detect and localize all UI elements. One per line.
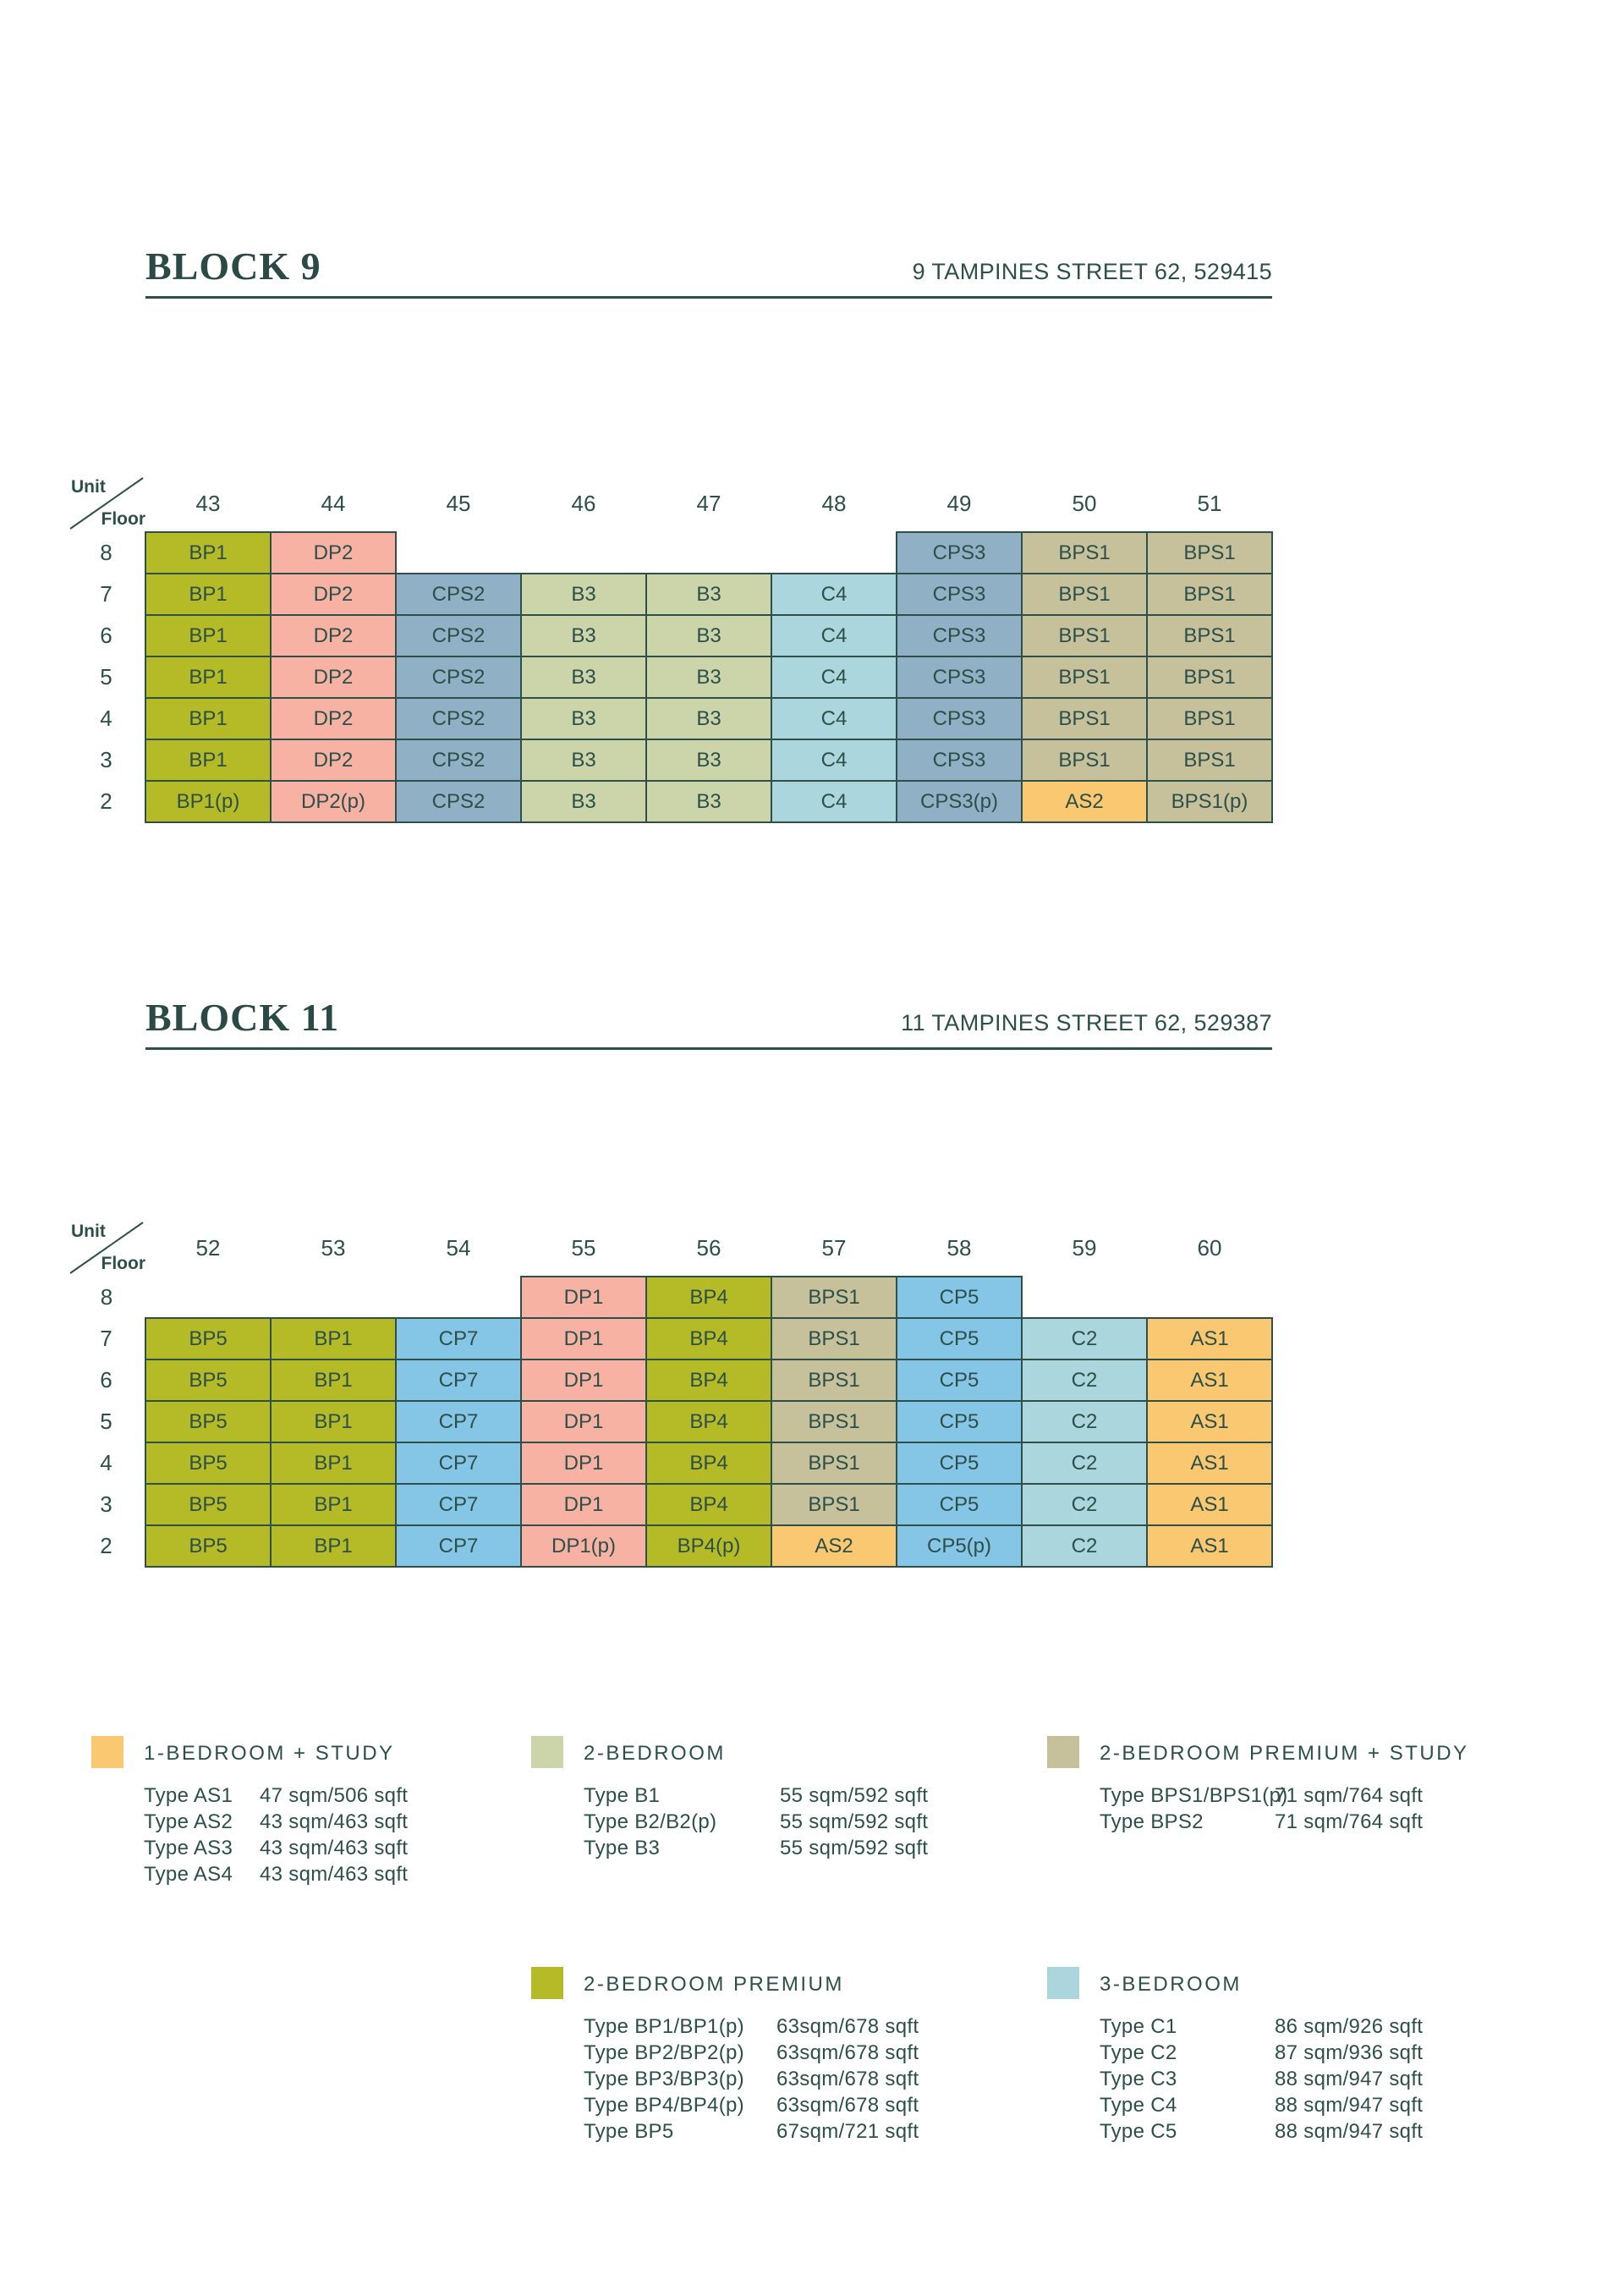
empty-cell [521,532,646,574]
unit-number: 46 [571,491,596,516]
legend-type-size: 63sqm/678 sqft [776,2068,919,2090]
unit-cell: DP2 [271,615,396,656]
unit-cell: BPS1 [1147,698,1272,739]
unit-cell: BP4 [646,1442,771,1484]
unit-cell: C4 [771,698,897,739]
empty-cell [396,532,521,574]
legend-group [1047,1967,1423,2145]
unit-cell: BP1 [271,1442,396,1484]
corner-label [68,1220,145,1276]
unit-cell: BP1 [145,698,271,739]
legend-type-label: Type B2/B2(p) [584,1810,717,1833]
unit-cell: CPS3 [897,739,1022,781]
floor-label: 5 [100,1409,112,1434]
unit-number: 51 [1197,490,1222,516]
corner-unit-label: Unit [71,1222,106,1241]
block-11-unit-chart [68,1220,1273,1568]
floor-row [68,1401,1272,1442]
unit-cell: BP5 [145,1318,271,1359]
unit-cell: BPS1 [1022,532,1147,574]
unit-cell: BP1 [271,1525,396,1567]
floor-row [68,532,1272,574]
legend-type-size: 71 sqm/764 sqft [1275,1784,1424,1807]
unit-cell: BP4 [646,1484,771,1525]
empty-cell [1147,1277,1272,1318]
unit-cell: CP7 [396,1401,521,1442]
unit-cell: BPS1 [1147,532,1272,574]
unit-cell: BP5 [145,1525,271,1567]
unit-cell: CPS3 [897,532,1022,574]
legend-row [584,2092,919,2118]
unit-number: 52 [195,1235,221,1261]
legend-type-label: Type BPS2 [1100,1810,1204,1833]
legend-row [584,2013,919,2040]
unit-floor-corner [68,1220,145,1277]
unit-cell: BPS1 [1022,574,1147,615]
unit-cell: C2 [1022,1401,1147,1442]
legend-type-size: 71 sqm/764 sqft [1275,1810,1424,1833]
unit-cell: BPS1 [1147,574,1272,615]
empty-cell [271,1277,396,1318]
unit-cell: BPS1 [771,1442,897,1484]
legend-rows [144,1782,408,1887]
legend-swatch [91,1736,123,1768]
unit-cell: BPS1 [1147,739,1272,781]
legend-type-label: Type AS1 [144,1784,233,1807]
unit-cell: BP4 [646,1359,771,1401]
unit-table [68,475,1273,823]
unit-table [68,1220,1273,1568]
unit-cell: BPS1 [1022,739,1147,781]
legend-row [584,1835,928,1861]
legend-row [1100,2040,1423,2066]
unit-cell: DP2 [271,739,396,781]
legend-type-size: 88 sqm/947 sqft [1275,2094,1424,2117]
floor-label: 3 [100,1491,112,1517]
unit-cell: CPS3 [897,656,1022,698]
floor-label: 6 [100,623,112,648]
floor-label: 5 [100,664,112,689]
legend-type-size: 88 sqm/947 sqft [1275,2068,1424,2090]
legend-type-label: Type C4 [1100,2094,1177,2117]
floor-row [68,698,1272,739]
unit-cell: AS1 [1147,1359,1272,1401]
unit-cell: DP2 [271,574,396,615]
unit-cell: BP4(p) [646,1525,771,1567]
unit-cell: C4 [771,739,897,781]
floor-label: 2 [100,788,112,814]
unit-cell: B3 [521,739,646,781]
legend-row [144,1809,408,1835]
unit-cell: C2 [1022,1442,1147,1484]
legend-row [1100,2092,1423,2118]
unit-number: 56 [696,1234,721,1261]
legend-row [144,1835,408,1861]
unit-cell: DP1(p) [521,1525,646,1567]
unit-cell: DP2 [271,656,396,698]
unit-cell: B3 [646,615,771,656]
block-11-header [145,995,1272,1040]
unit-cell: DP1 [521,1277,646,1318]
unit-cell: BPS1 [771,1401,897,1442]
legend-type-label: Type BP3/BP3(p) [584,2068,744,2090]
legend-type-size: 43 sqm/463 sqft [260,1810,409,1833]
block-9-unit-chart [68,475,1273,823]
unit-cell: CP5 [897,1401,1022,1442]
unit-cell: BP5 [145,1359,271,1401]
floor-label: 3 [100,747,112,772]
legend-type-size: 88 sqm/947 sqft [1275,2120,1424,2143]
legend-row [584,1809,928,1835]
floor-label: 6 [100,1367,112,1392]
header-divider [145,1047,1272,1050]
unit-cell: BP1 [145,739,271,781]
unit-cell: BPS1 [771,1359,897,1401]
empty-cell [771,532,897,574]
unit-cell: BPS1 [1022,615,1147,656]
legend-body [584,1736,928,1861]
floor-row [68,1442,1272,1484]
legend-type-label: Type BP4/BP4(p) [584,2094,744,2117]
floor-row [68,1359,1272,1401]
unit-cell: CP5 [897,1484,1022,1525]
legend-type-label: Type BP1/BP1(p) [584,2015,744,2038]
legend-type-label: Type C2 [1100,2041,1177,2064]
corner-floor-label: Floor [101,509,145,529]
unit-cell: DP2 [271,698,396,739]
unit-cell: AS1 [1147,1525,1272,1567]
unit-cell: BPS1 [1147,615,1272,656]
unit-cell: BP1 [271,1359,396,1401]
legend-type-label: Type BP2/BP2(p) [584,2041,744,2064]
legend-body [1100,1967,1423,2145]
unit-number: 47 [696,491,721,516]
unit-cell: C2 [1022,1318,1147,1359]
legend-swatch [531,1967,563,1999]
unit-cell: AS1 [1147,1318,1272,1359]
unit-number: 44 [321,490,346,516]
unit-number: 50 [1072,490,1097,516]
unit-cell: B3 [646,739,771,781]
floor-label: 4 [100,1450,112,1475]
unit-cell: DP1 [521,1401,646,1442]
unit-cell: BPS1 [771,1484,897,1525]
unit-cell: B3 [521,656,646,698]
legend-type-label: Type B1 [584,1784,661,1807]
unit-cell: BP1 [145,532,271,574]
legend-row [144,1782,408,1809]
legend-group [531,1967,919,2145]
unit-cell: B3 [646,656,771,698]
legend-type-label: Type AS3 [144,1837,233,1859]
legend-type-size: 63sqm/678 sqft [776,2015,919,2038]
unit-number: 60 [1197,1235,1222,1261]
empty-cell [145,1277,271,1318]
legend-row [1100,1782,1469,1809]
unit-cell: C2 [1022,1525,1147,1567]
floor-row [68,656,1272,698]
unit-cell: CP7 [396,1484,521,1525]
legend-type-size: 55 sqm/592 sqft [780,1837,929,1859]
unit-cell: DP2(p) [271,781,396,822]
block-title: BLOCK 9 [145,244,321,288]
legend-title: 2-BEDROOM PREMIUM [584,1973,844,1996]
unit-cell: CP5(p) [897,1525,1022,1567]
legend-type-size: 67sqm/721 sqft [776,2120,919,2143]
unit-cell: CPS3 [897,698,1022,739]
legend-row [1100,1809,1469,1835]
empty-cell [646,532,771,574]
unit-cell: B3 [521,574,646,615]
legend-group [531,1736,928,1861]
corner-unit-label: Unit [71,477,106,497]
unit-cell: B3 [646,574,771,615]
legend-type-label: Type BP5 [584,2120,674,2143]
unit-number: 58 [946,1234,972,1261]
floor-label: 2 [100,1533,112,1558]
legend-rows [1100,2013,1423,2145]
unit-cell: BP1(p) [145,781,271,822]
unit-cell: B3 [521,698,646,739]
block-9-header [145,244,1272,288]
legend-row [584,2040,919,2066]
unit-cell: B3 [521,615,646,656]
unit-cell: BP4 [646,1401,771,1442]
floor-label: 8 [100,540,112,565]
unit-cell: BPS1 [1022,656,1147,698]
unit-cell: BPS1(p) [1147,781,1272,822]
legend-title: 2-BEDROOM PREMIUM + STUDY [1100,1742,1469,1765]
unit-cell: BP1 [271,1318,396,1359]
unit-cell: CPS2 [396,656,521,698]
unit-cell: BP5 [145,1401,271,1442]
legend-type-label: Type BPS1/BPS1(p) [1100,1784,1288,1807]
legend-swatch [1047,1967,1079,1999]
unit-cell: CPS3 [897,615,1022,656]
unit-cell: C4 [771,656,897,698]
unit-cell: DP2 [271,532,396,574]
unit-cell: CPS2 [396,574,521,615]
unit-cell: CP7 [396,1318,521,1359]
unit-cell: CP7 [396,1359,521,1401]
unit-cell: AS1 [1147,1484,1272,1525]
unit-cell: B3 [646,781,771,822]
unit-number: 48 [821,491,847,516]
legend-type-label: Type C1 [1100,2015,1177,2038]
legend-body [584,1967,919,2145]
corner-label [68,475,145,531]
floor-label: 8 [100,1284,113,1310]
unit-number: 55 [571,1234,596,1261]
unit-cell: B3 [646,698,771,739]
unit-cell: DP1 [521,1318,646,1359]
unit-cell: CPS3(p) [897,781,1022,822]
floor-label: 7 [100,1326,112,1351]
unit-cell: CPS2 [396,615,521,656]
legend-body [1100,1736,1469,1835]
unit-cell: C4 [771,781,897,822]
floor-row [68,1525,1272,1567]
legend-row [584,2118,919,2145]
floor-row [68,781,1272,822]
floor-row [68,574,1272,615]
unit-cell: BP1 [145,574,271,615]
unit-cell: DP1 [521,1442,646,1484]
unit-number: 45 [446,491,471,516]
legend-row [1100,2066,1423,2092]
unit-cell: AS1 [1147,1401,1272,1442]
corner-floor-label: Floor [101,1254,145,1273]
unit-cell: BP1 [271,1484,396,1525]
unit-cell: CPS2 [396,698,521,739]
unit-cell: C4 [771,615,897,656]
legend-group [91,1736,408,1887]
legend-type-label: Type AS2 [144,1810,233,1833]
unit-cell: DP1 [521,1359,646,1401]
unit-cell: CPS2 [396,781,521,822]
unit-cell: AS2 [1022,781,1147,822]
unit-header-row [68,1220,1272,1277]
unit-cell: C4 [771,574,897,615]
unit-cell: CP5 [897,1318,1022,1359]
legend-rows [584,1782,928,1861]
floor-row [68,1484,1272,1525]
unit-cell: CP5 [897,1359,1022,1401]
unit-cell: CP5 [897,1277,1022,1318]
unit-cell: BP5 [145,1442,271,1484]
block-title: BLOCK 11 [145,996,340,1039]
unit-cell: BP1 [271,1401,396,1442]
unit-cell: CP7 [396,1525,521,1567]
legend-type-label: Type C5 [1100,2120,1177,2143]
unit-number: 54 [446,1235,471,1261]
legend-group [1047,1736,1469,1835]
legend-rows [1100,1782,1469,1835]
legend-title: 2-BEDROOM [584,1742,726,1765]
block-address: 9 TAMPINES STREET 62, 529415 [912,259,1272,284]
unit-cell: C2 [1022,1359,1147,1401]
empty-cell [396,1277,521,1318]
unit-cell: B3 [521,781,646,822]
legend-title: 3-BEDROOM [1100,1973,1242,1996]
legend-row [1100,2013,1423,2040]
legend-type-size: 55 sqm/592 sqft [780,1784,929,1807]
unit-cell: BP1 [145,656,271,698]
legend-type-size: 86 sqm/926 sqft [1275,2015,1424,2038]
unit-cell: CPS2 [396,739,521,781]
unit-cell: BPS1 [1022,698,1147,739]
legend-row [584,1782,928,1809]
unit-number: 57 [821,1234,847,1261]
block-address: 11 TAMPINES STREET 62, 529387 [901,1010,1272,1035]
unit-number: 59 [1072,1235,1097,1261]
unit-cell: BP4 [646,1277,771,1318]
unit-cell: BP5 [145,1484,271,1525]
unit-number: 53 [321,1235,346,1261]
legend-type-label: Type B3 [584,1837,661,1859]
unit-cell: AS2 [771,1525,897,1567]
legend-swatch [1047,1736,1079,1768]
unit-number: 43 [195,490,221,516]
unit-cell: BP4 [646,1318,771,1359]
unit-cell: CPS3 [897,574,1022,615]
unit-cell: BPS1 [771,1277,897,1318]
unit-cell: C2 [1022,1484,1147,1525]
unit-cell: CP5 [897,1442,1022,1484]
legend-type-label: Type AS4 [144,1863,233,1886]
unit-number: 49 [946,490,972,516]
unit-cell: CP7 [396,1442,521,1484]
legend-type-size: 63sqm/678 sqft [776,2041,919,2064]
unit-cell: AS1 [1147,1442,1272,1484]
unit-floor-corner [68,475,145,532]
legend-row [584,2066,919,2092]
floor-row [68,1277,1272,1318]
legend-title: 1-BEDROOM + STUDY [144,1742,395,1765]
legend-type-label: Type C3 [1100,2068,1177,2090]
empty-cell [1022,1277,1147,1318]
legend-row [1100,2118,1423,2145]
floor-row [68,739,1272,781]
floor-label: 7 [100,581,112,607]
unit-cell: BPS1 [771,1318,897,1359]
floor-row [68,1318,1272,1359]
legend-row [144,1861,408,1887]
legend-type-size: 55 sqm/592 sqft [780,1810,929,1833]
legend-swatch [531,1736,563,1768]
header-divider [145,296,1272,299]
legend-type-size: 43 sqm/463 sqft [260,1863,409,1886]
unit-cell: BP1 [145,615,271,656]
legend-type-size: 87 sqm/936 sqft [1275,2041,1424,2064]
legend-rows [584,2013,919,2145]
floor-row [68,615,1272,656]
legend-type-size: 43 sqm/463 sqft [260,1837,409,1859]
legend-body [144,1736,408,1887]
floor-label: 4 [100,706,112,731]
unit-header-row [68,475,1272,532]
legend-type-size: 47 sqm/506 sqft [260,1784,409,1807]
unit-cell: BPS1 [1147,656,1272,698]
unit-cell: DP1 [521,1484,646,1525]
legend-type-size: 63sqm/678 sqft [776,2094,919,2117]
